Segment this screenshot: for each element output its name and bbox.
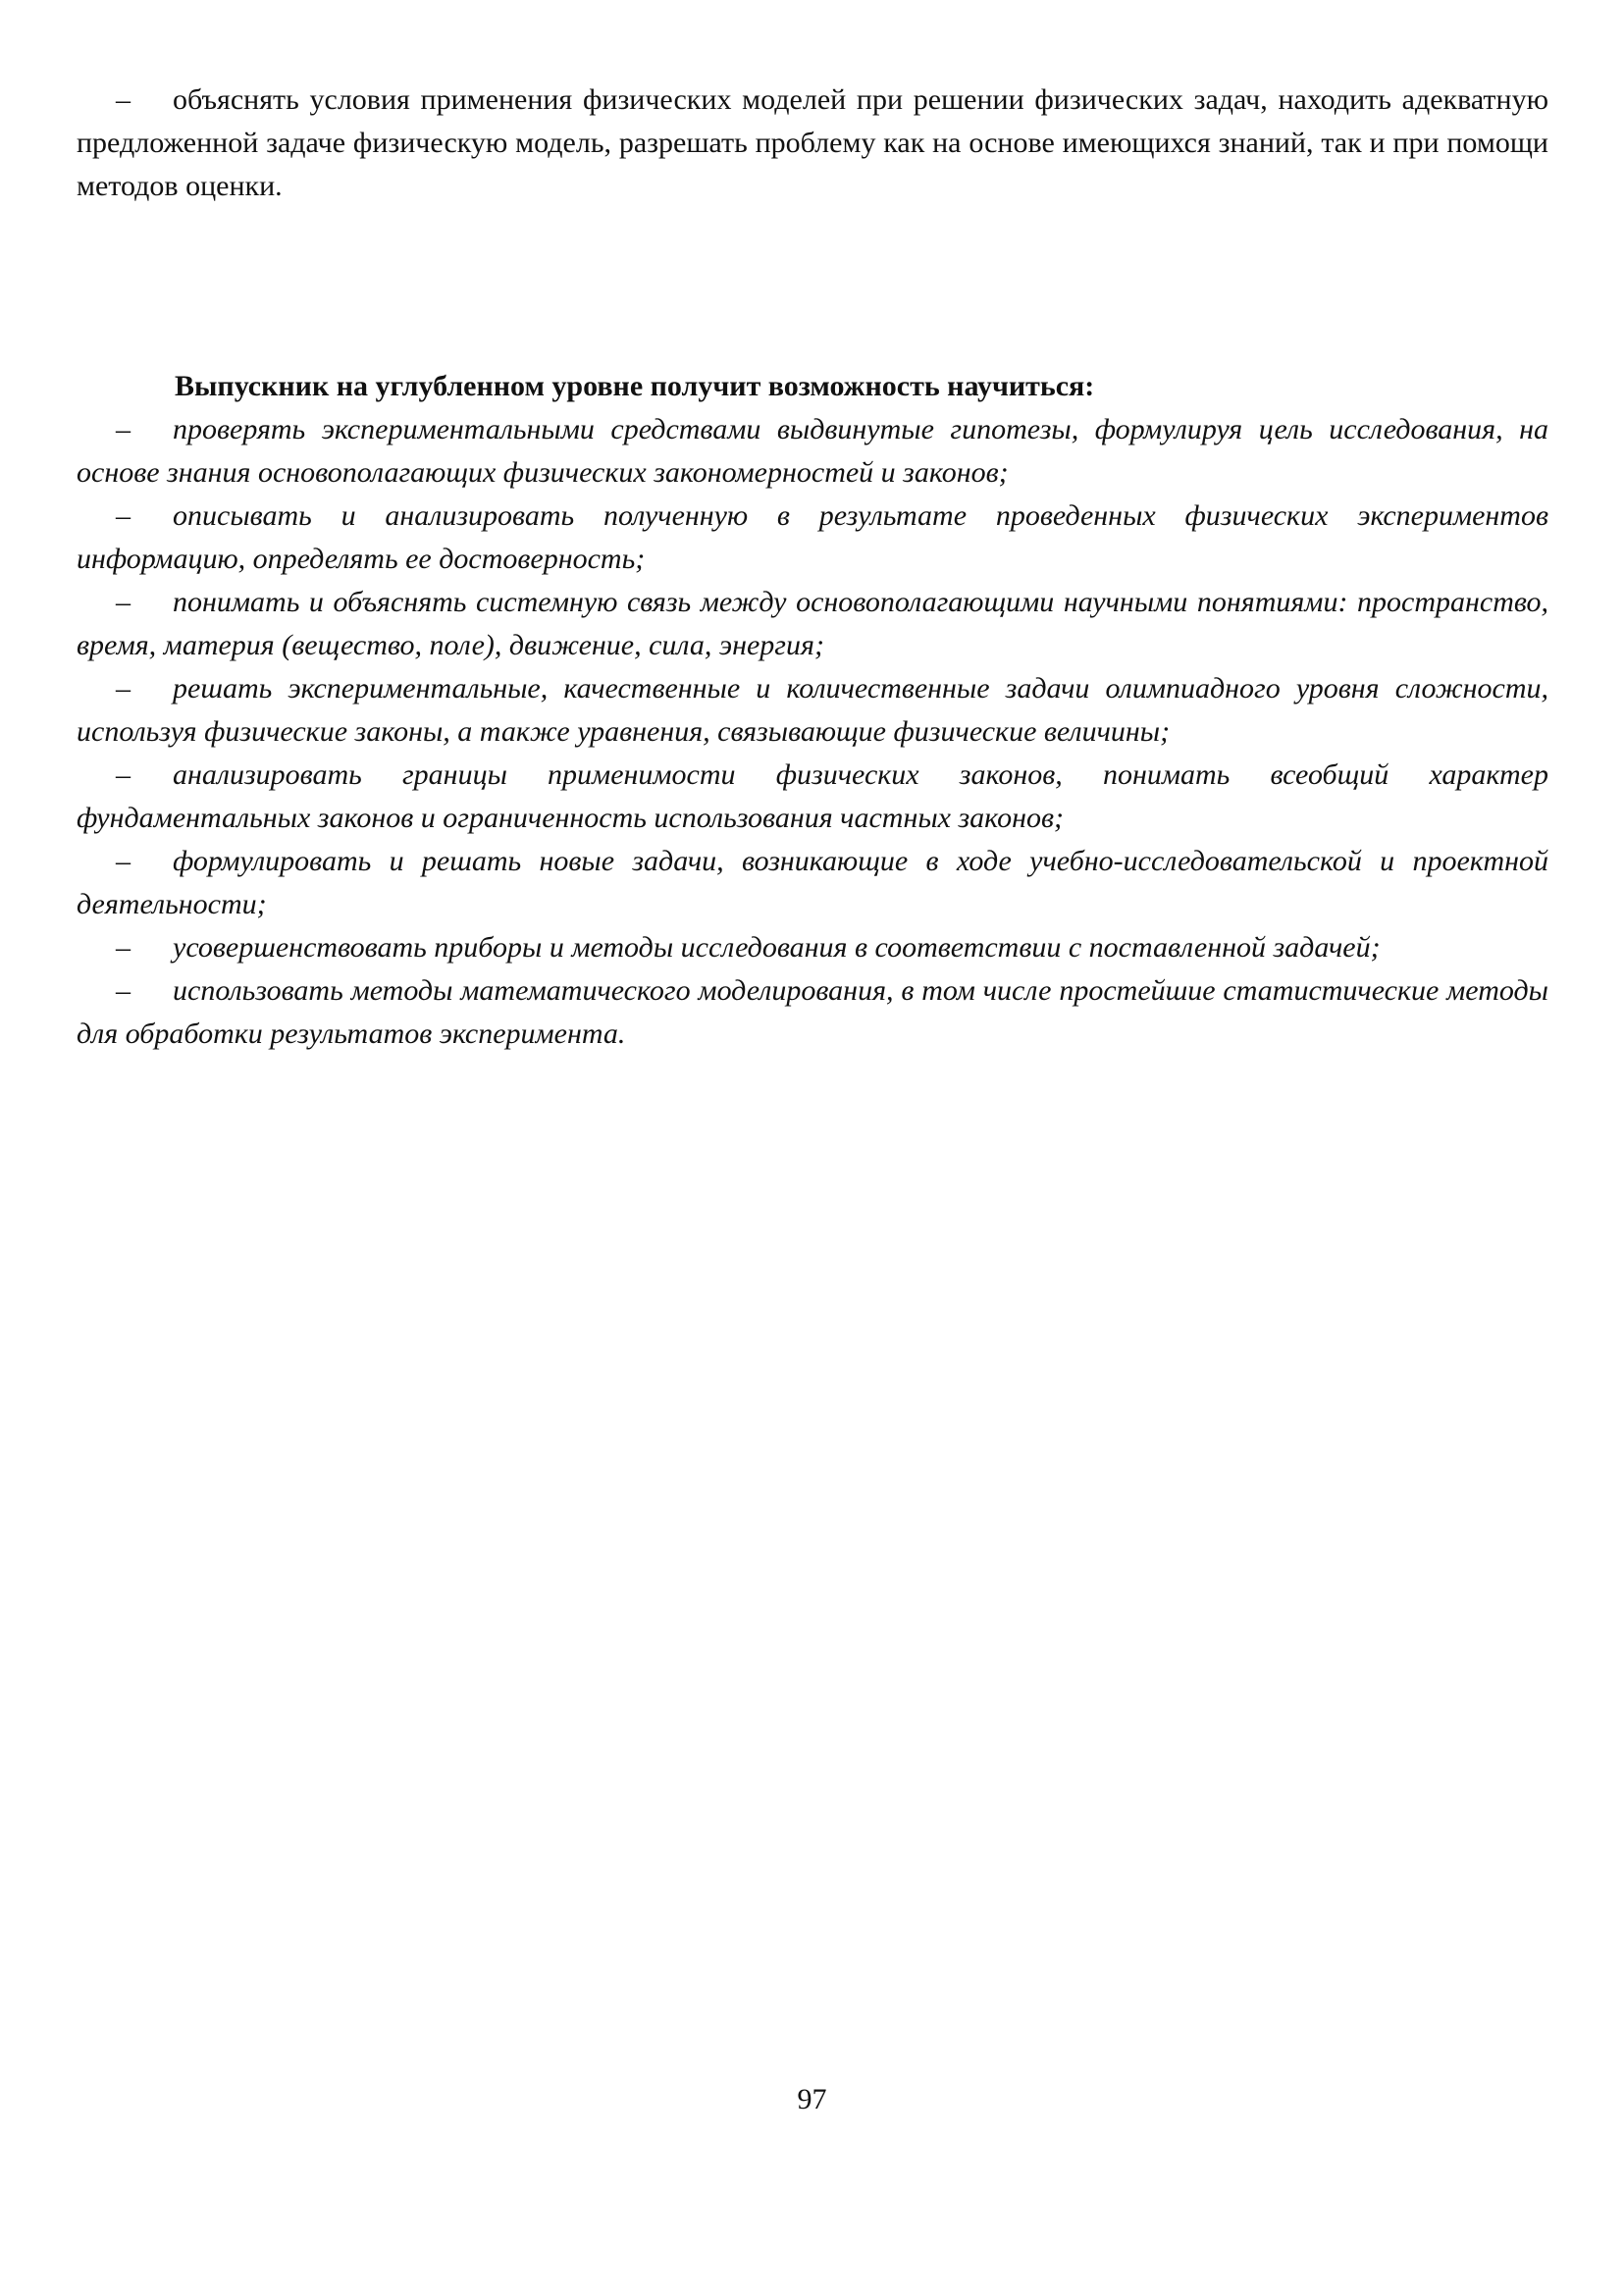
list-item-text: проверять экспериментальными средствами выдвинутые гипотезы, формулируя цель исследования, на основе знания основополагающих физических закономерностей и законов;	[77, 413, 1548, 489]
list-dash: –	[116, 83, 131, 116]
list-dash: –	[116, 758, 131, 791]
list-item-text: использовать методы математического моделирования, в том числе простейшие статистические методы для обработки результатов эксперимента.	[77, 974, 1548, 1050]
list-item-text: понимать и объяснять системную связь между основополагающими научными понятиями: пространство, время, материя (вещество, поле), движение, сила, энергия;	[77, 586, 1548, 661]
list-item-text: описывать и анализировать полученную в результате проведенных физических экспериментов информацию, определять ее достоверность;	[77, 499, 1548, 575]
list-item	[77, 667, 1548, 754]
list-item	[77, 840, 1548, 926]
list-item-text: решать экспериментальные, качественные и количественные задачи олимпиадного уровня сложности, используя физические законы, а также уравнения, связывающие физические величины;	[77, 672, 1548, 748]
list-item-text: анализировать границы применимости физических законов, понимать всеобщий характер фундаментальных законов и ограниченность использования частных законов;	[77, 758, 1548, 834]
advanced-skills-list	[77, 408, 1548, 1056]
list-item	[77, 754, 1548, 840]
intro-section	[77, 78, 1548, 208]
list-item-text: усовершенствовать приборы и методы исследования в соответствии с поставленной задачей;	[173, 931, 1381, 964]
list-dash: –	[116, 586, 131, 618]
list-item-text: формулировать и решать новые задачи, возникающие в ходе учебно-исследовательской и проектной деятельности;	[77, 845, 1548, 920]
section-heading: Выпускник на углубленном уровне получит возможность научиться:	[175, 370, 1095, 402]
list-item	[77, 495, 1548, 581]
list-item-text: объяснять условия применения физических моделей при решении физических задач, находить адекватную предложенной задаче физическую модель, разрешать проблему как на основе имеющихся знаний, так и при помощи методов оценки.	[77, 83, 1548, 202]
document-page	[77, 78, 1548, 1056]
list-dash: –	[116, 499, 131, 532]
list-dash: –	[116, 413, 131, 445]
list-item	[77, 78, 1548, 208]
page-number: 97	[797, 2083, 827, 2115]
list-dash: –	[116, 672, 131, 704]
list-dash: –	[116, 845, 131, 877]
list-dash: –	[116, 931, 131, 964]
list-item	[77, 926, 1548, 969]
list-dash: –	[116, 974, 131, 1007]
list-item	[77, 408, 1548, 495]
list-item	[77, 581, 1548, 667]
list-item	[77, 969, 1548, 1056]
